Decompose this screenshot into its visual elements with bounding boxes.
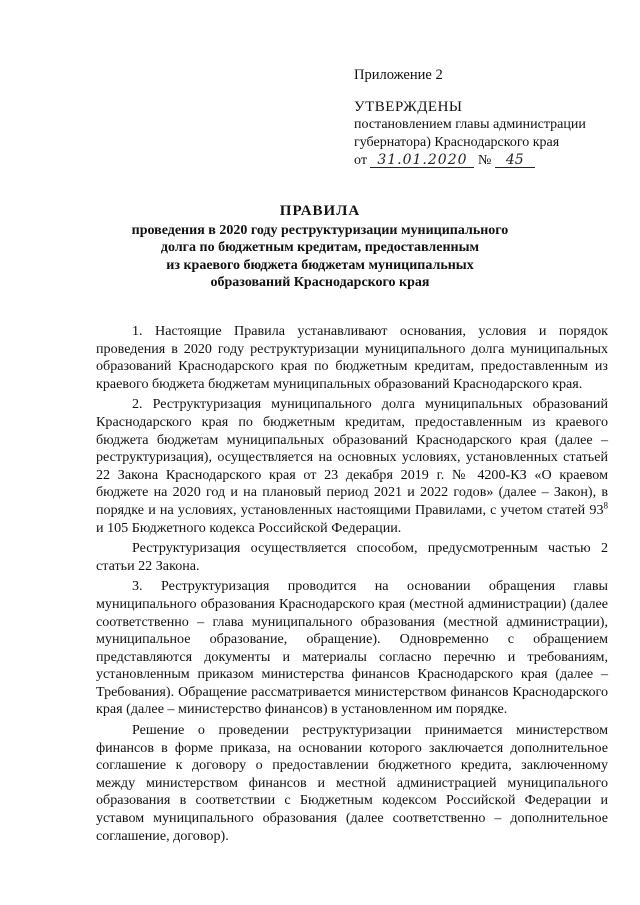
handwritten-number: 45 <box>495 153 535 168</box>
approval-block <box>354 66 634 170</box>
document-title <box>96 203 544 292</box>
approval-line-2: губернатора) Краснодарского края <box>354 135 560 150</box>
title-line-1: проведения в 2020 году реструктуризации муниципального <box>131 222 509 238</box>
paragraph-4: 3. Реструктуризация проводится на основании обращения главы муниципального образования Краснодарского края (местной администрации) (далее соответственно – глава муниципального образования (местной администрации), муниципальное образование, обращение). Одновременно с обращением представляются документы и материалы согласно перечню и требованиям, установленным приказом министерства финансов Краснодарского края (далее – Требования). Обращение рассматривается министерством финансов Краснодарского края (далее – министерство финансов) в установленном им порядке. <box>96 578 608 718</box>
paragraph-2-tail: и 105 Бюджетного кодекса Российской Федерации. <box>96 519 402 536</box>
handwritten-date: 31.01.2020 <box>370 153 474 168</box>
paragraph-5: Решение о проведении реструктуризации принимается министерством финансов в форме приказа, на основании которого заключается дополнительное соглашение к договору о предоставлении бюджетного кредита, заключенному между министерством финансов и местной администрацией муниципального образования в соответствии с Бюджетным кодексом Российской Федерации и уставом муниципального образования (далее соответственно – дополнительное соглашение, договор). <box>96 722 608 844</box>
paragraph-2 <box>96 396 608 537</box>
approval-date-line <box>354 152 634 170</box>
title-heading: ПРАВИЛА <box>279 203 361 219</box>
title-line-3: из краевого бюджета бюджетам муниципальных <box>166 257 474 273</box>
title-line-2: долга по бюджетным кредитам, предоставленным <box>160 240 480 255</box>
number-prefix: № <box>477 153 492 168</box>
paragraph-3: Реструктуризация осуществляется способом, предусмотренным частью 2 статьи 22 Закона. <box>96 540 608 574</box>
document-body <box>96 323 608 845</box>
approved-label: УТВЕРЖДЕНЫ <box>354 99 463 115</box>
paragraph-1: 1. Настоящие Правила устанавливают основания, условия и порядок проведения в 2020 году реструктуризации муниципального долга муниципальных образований Краснодарского края по бюджетным кредитам, предоставленным из краевого бюджета бюджетам муниципальных образований Краснодарского края. <box>96 323 608 392</box>
paragraph-2-superscript: 8 <box>603 500 608 511</box>
title-line-4: образований Краснодарского края <box>210 275 430 290</box>
approval-line-1: постановлением главы администрации <box>354 117 586 132</box>
appendix-label: Приложение 2 <box>354 67 443 83</box>
date-prefix: от <box>354 153 367 168</box>
paragraph-2-main: 2. Реструктуризация муниципального долга муниципальных образований Краснодарского края по бюджетным кредитам, предоставленным из краевого бюджета бюджетам муниципальных образований Краснодарского края (далее – реструктуризация), осуществляется на основных условиях, установленных статьей 22 Закона Краснодарского края от 23 декабря 2019 г. № 4200-КЗ «О краевом бюджете на 2020 год и на плановый период 2021 и 2022 годов» (далее – Закон), в порядке и на условиях, установленных настоящими Правилами, с учетом статей 93 <box>96 396 608 518</box>
